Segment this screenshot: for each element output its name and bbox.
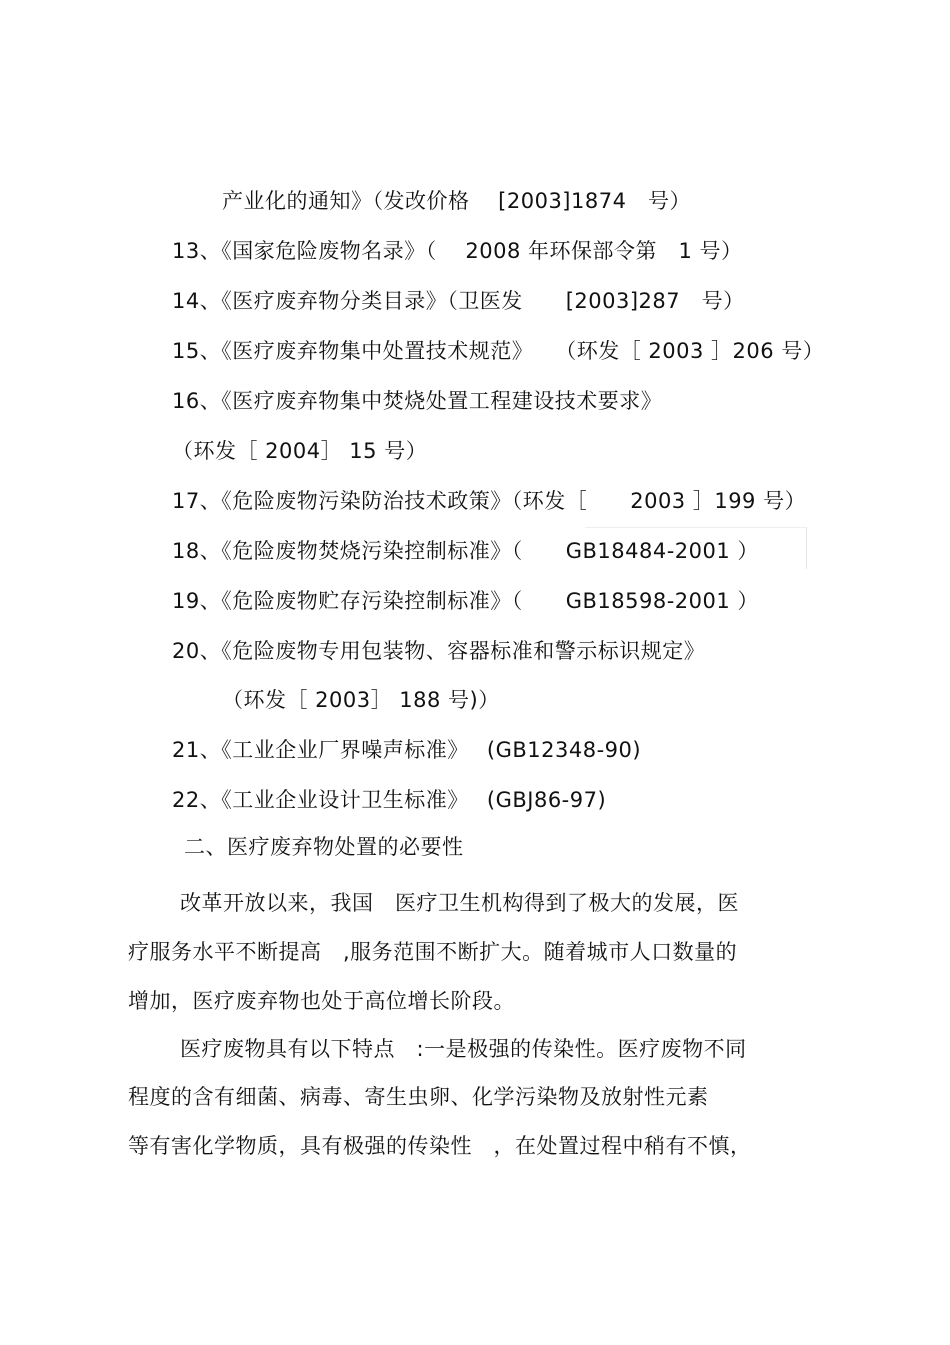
reference-item-16: 16、《医疗废弃物集中焚烧处置工程建设技术要求》 xyxy=(172,389,663,413)
reference-item-17: 17、《危险废物污染防治技术政策》（环发［ 2003 ］199 号） xyxy=(172,489,807,513)
paragraph1-line1: 改革开放以来，我国 医疗卫生机构得到了极大的发展，医 xyxy=(180,891,739,915)
paragraph1-line3: 增加，医疗废弃物也处于高位增长阶段。 xyxy=(128,989,515,1013)
reference-item-15: 15、《医疗废弃物集中处置技术规范》 （环发［ 2003 ］206 号） xyxy=(172,339,825,363)
reference-item-18: 18、《危险废物焚烧污染控制标准》（ GB18484-2001 ） xyxy=(172,539,759,563)
section-heading: 二、医疗废弃物处置的必要性 xyxy=(184,835,464,859)
reference-item-19: 19、《危险废物贮存污染控制标准》（ GB18598-2001 ） xyxy=(172,589,759,613)
reference-item-20: 20、《危险废物专用包装物、容器标准和警示标识规定》 xyxy=(172,639,706,663)
reference-12-continuation: 产业化的通知》（发改价格 [2003]1874 号） xyxy=(222,189,691,213)
paragraph1-line2: 疗服务水平不断提高 ,服务范围不断扩大。随着城市人口数量的 xyxy=(128,940,738,964)
paragraph2-line1: 医疗废物具有以下特点 :一是极强的传染性。医疗废物不同 xyxy=(180,1037,747,1061)
faint-box-top-edge xyxy=(585,527,807,528)
reference-item-13: 13、《国家危险废物名录》（ 2008 年环保部令第 1 号） xyxy=(172,239,743,263)
paragraph2-line2: 程度的含有细菌、病毒、寄生虫卵、化学污染物及放射性元素 xyxy=(128,1085,709,1109)
paragraph2-line3: 等有害化学物质，具有极强的传染性 ，在处置过程中稍有不慎， xyxy=(128,1134,752,1158)
reference-item-22: 22、《工业企业设计卫生标准》 (GBJ86-97) xyxy=(172,788,607,812)
reference-item-21: 21、《工业企业厂界噪声标准》 (GB12348-90) xyxy=(172,738,642,762)
faint-box-right-edge xyxy=(806,527,807,569)
reference-16-continuation: （环发［ 2004］ 15 号） xyxy=(172,439,428,463)
reference-item-14: 14、《医疗废弃物分类目录》（卫医发 [2003]287 号） xyxy=(172,289,745,313)
reference-20-continuation: （环发［ 2003］ 188 号)） xyxy=(222,688,500,712)
